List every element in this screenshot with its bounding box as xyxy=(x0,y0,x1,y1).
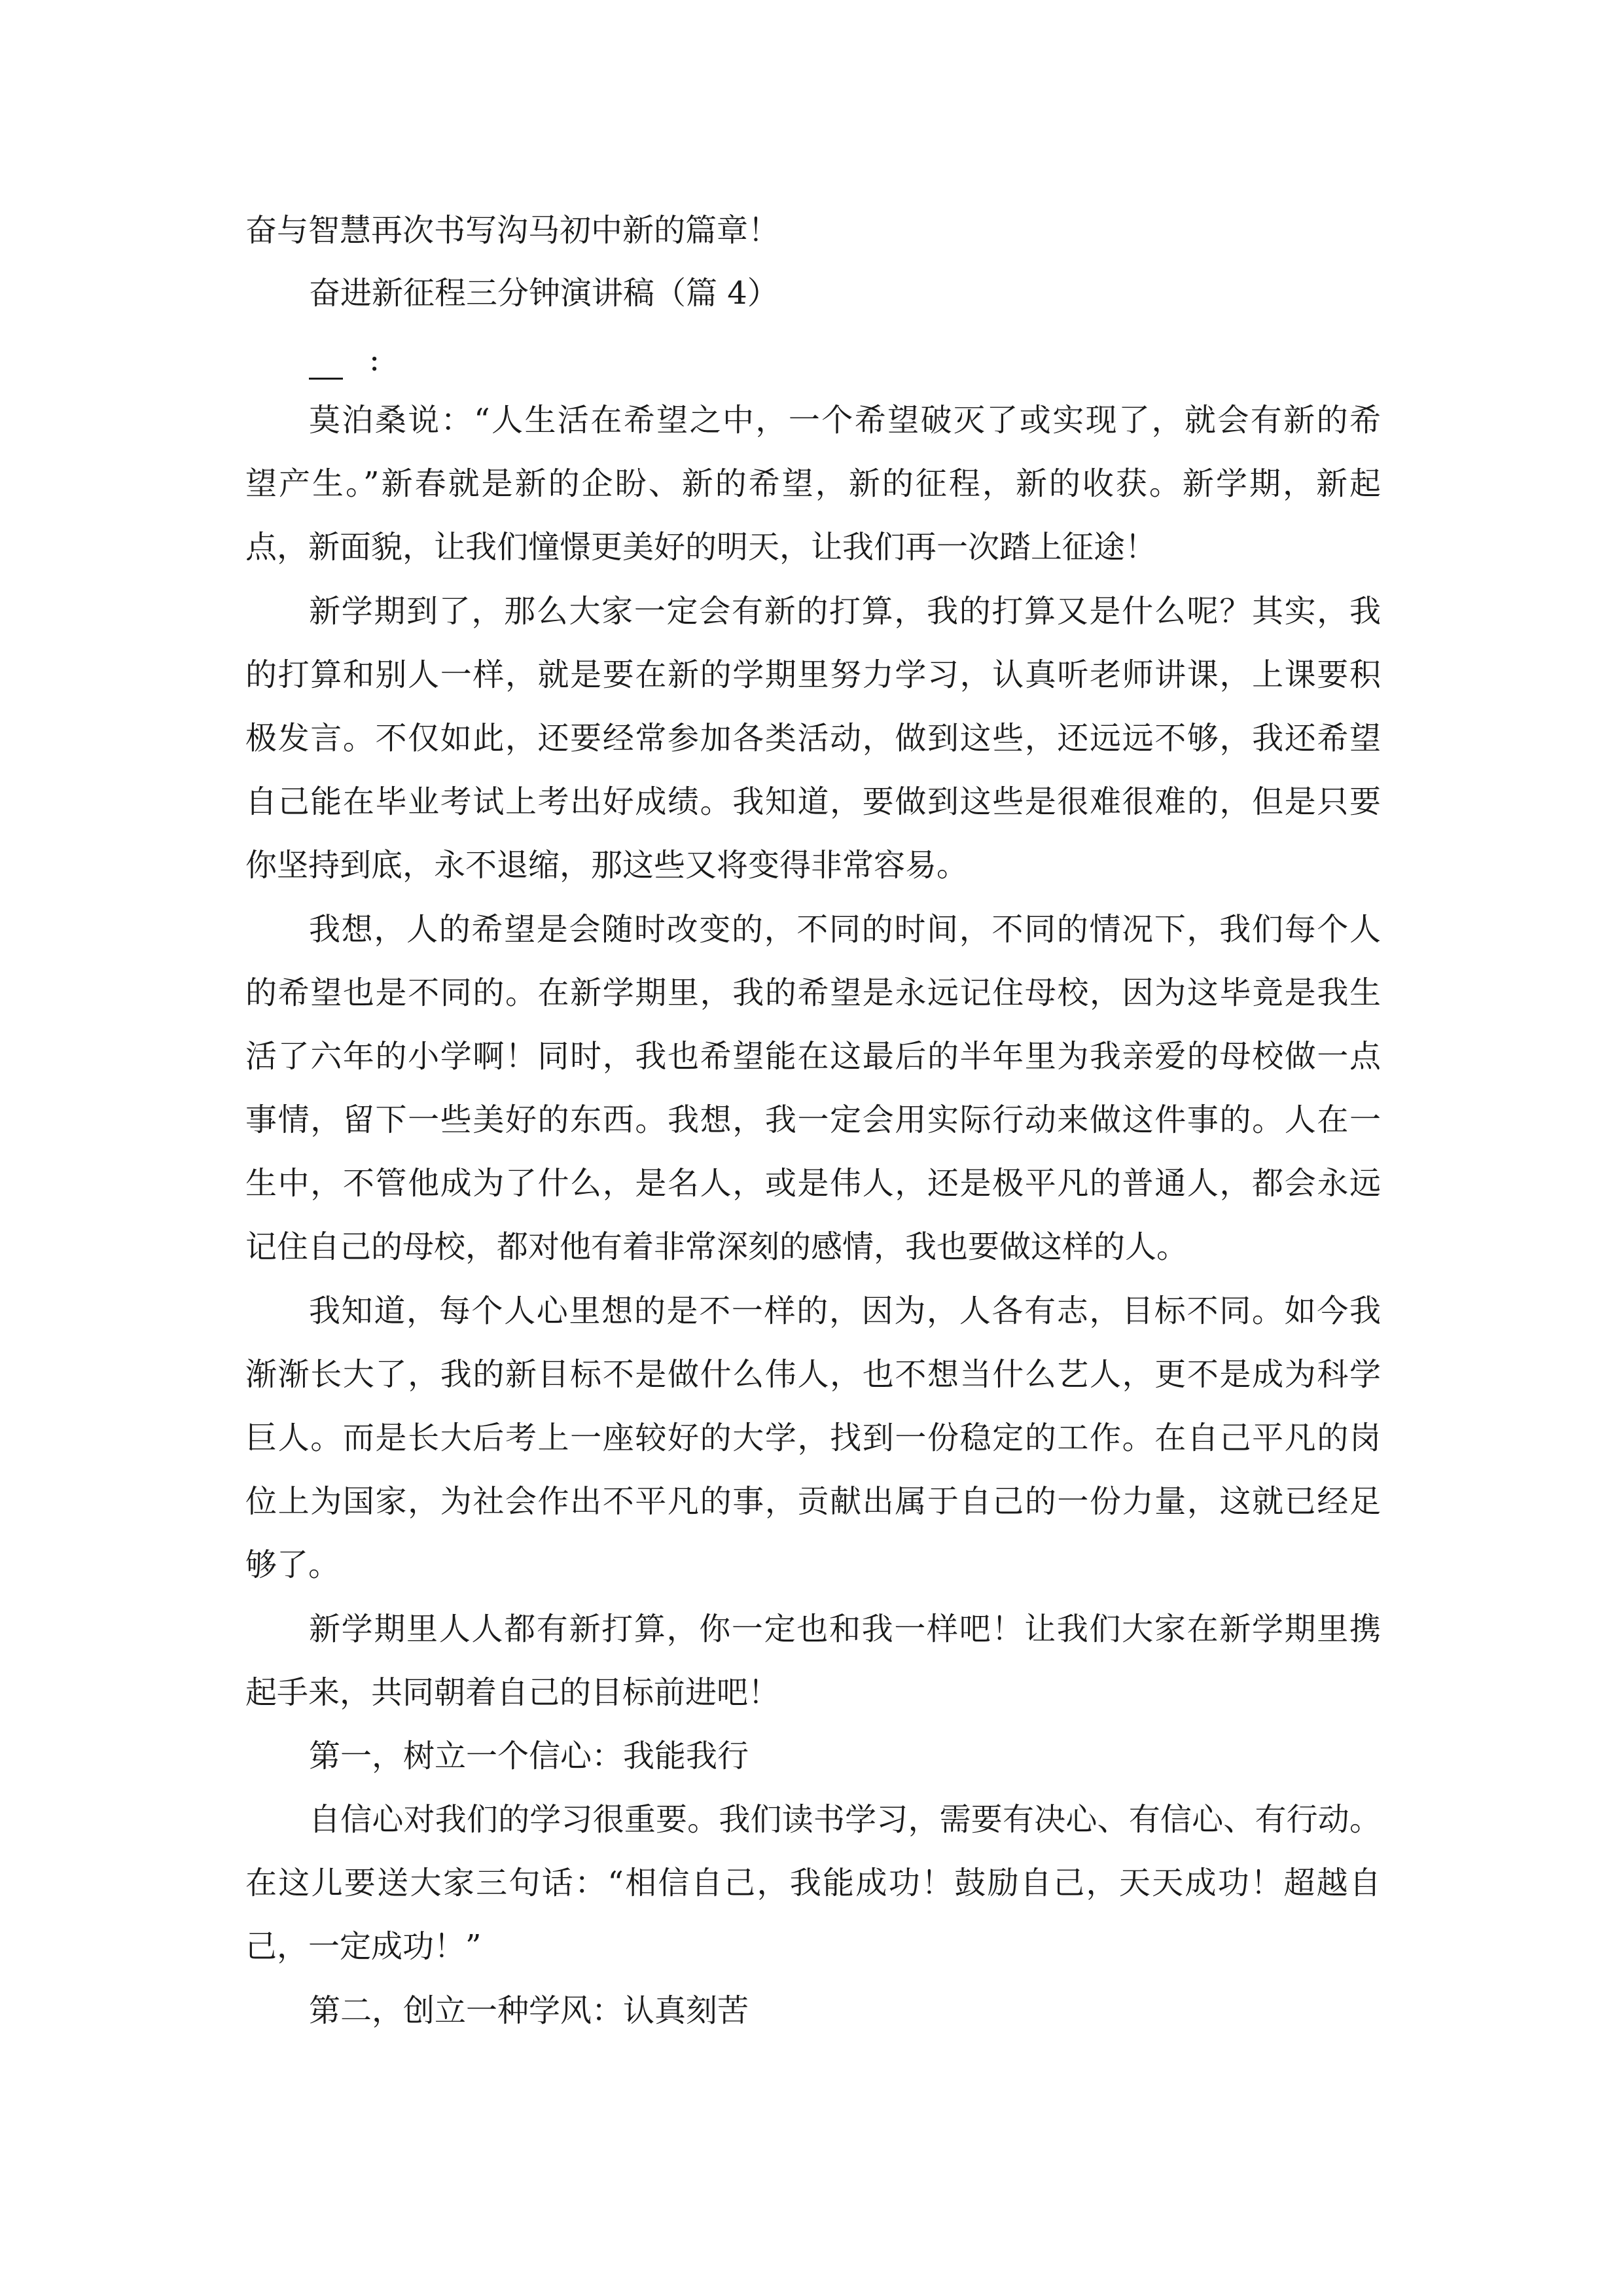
paragraph-4-line-5: 够了。 xyxy=(245,1547,340,1583)
paragraph-3-line-5: 生中，不管他成为了什么，是名人，或是伟人，还是极平凡的普通人，都会永远 xyxy=(245,1165,1381,1202)
paragraph-1-line-2: 望产生。”新春就是新的企盼、新的希望，新的征程，新的收获。新学期，新起 xyxy=(245,465,1381,502)
paragraph-7-line-3: 己，一定成功！” xyxy=(245,1928,482,1965)
paragraph-4-line-1: 我知道，每个人心里想的是不一样的，因为，人各有志，目标不同。如今我 xyxy=(309,1293,1381,1329)
paragraph-2-line-2: 的打算和别人一样，就是要在新的学期里努力学习，认真听老师讲课，上课要积 xyxy=(245,656,1381,693)
carryover-line: 奋与智慧再次书写沟马初中新的篇章！ xyxy=(245,212,780,249)
paragraph-5-line-1: 新学期里人人都有新打算，你一定也和我一样吧！让我们大家在新学期里携 xyxy=(309,1611,1381,1647)
paragraph-4-line-2: 渐渐长大了，我的新目标不是做什么伟人，也不想当什么艺人，更不是成为科学 xyxy=(245,1356,1381,1393)
paragraph-7-line-1: 自信心对我们的学习很重要。我们读书学习，需要有决心、有信心、有行动。 xyxy=(309,1801,1381,1838)
paragraph-4-line-4: 位上为国家，为社会作出不平凡的事，贡献出属于自己的一份力量，这就已经足 xyxy=(245,1483,1381,1520)
point-2-heading: 第二，创立一种学风：认真刻苦 xyxy=(309,1992,749,2029)
paragraph-2-line-4: 自己能在毕业考试上考出好成绩。我知道，要做到这些是很难很难的，但是只要 xyxy=(245,783,1381,820)
salutation-blank xyxy=(309,346,343,380)
paragraph-3-line-3: 活了六年的小学啊！同时，我也希望能在这最后的半年里为我亲爱的母校做一点 xyxy=(245,1038,1381,1075)
paragraph-3-line-2: 的希望也是不同的。在新学期里，我的希望是永远记住母校，因为这毕竟是我生 xyxy=(245,975,1381,1011)
paragraph-1-line-3: 点，新面貌，让我们憧憬更美好的明天，让我们再一次踏上征途！ xyxy=(245,529,1157,565)
paragraph-2-line-1: 新学期到了，那么大家一定会有新的打算，我的打算又是什么呢？其实，我 xyxy=(309,593,1381,630)
paragraph-2-line-3: 极发言。不仅如此，还要经常参加各类活动，做到这些，还远远不够，我还希望 xyxy=(245,720,1381,757)
paragraph-3-line-6: 记住自己的母校，都对他有着非常深刻的感情，我也要做这样的人。 xyxy=(245,1229,1188,1265)
paragraph-7-line-2: 在这儿要送大家三句话：“相信自己，我能成功！鼓励自己，天天成功！超越自 xyxy=(245,1865,1381,1901)
paragraph-5-line-2: 起手来，共同朝着自己的目标前进吧！ xyxy=(245,1674,780,1711)
paragraph-4-line-3: 巨人。而是长大后考上一座较好的大学，找到一份稳定的工作。在自己平凡的岗 xyxy=(245,1420,1381,1456)
paragraph-3-line-1: 我想，人的希望是会随时改变的，不同的时间，不同的情况下，我们每个人 xyxy=(309,911,1381,948)
paragraph-3-line-4: 事情，留下一些美好的东西。我想，我一定会用实际行动来做这件事的。人在一 xyxy=(245,1102,1381,1138)
salutation-colon: : xyxy=(369,342,380,378)
salutation xyxy=(309,340,380,380)
point-1-heading: 第一，树立一个信心：我能我行 xyxy=(309,1738,749,1774)
section-title: 奋进新征程三分钟演讲稿（篇 4） xyxy=(309,275,779,312)
paragraph-1-line-1: 莫泊桑说：“人生活在希望之中，一个希望破灭了或实现了，就会有新的希 xyxy=(309,402,1381,439)
paragraph-2-line-5: 你坚持到底，永不退缩，那这些又将变得非常容易。 xyxy=(245,847,969,884)
